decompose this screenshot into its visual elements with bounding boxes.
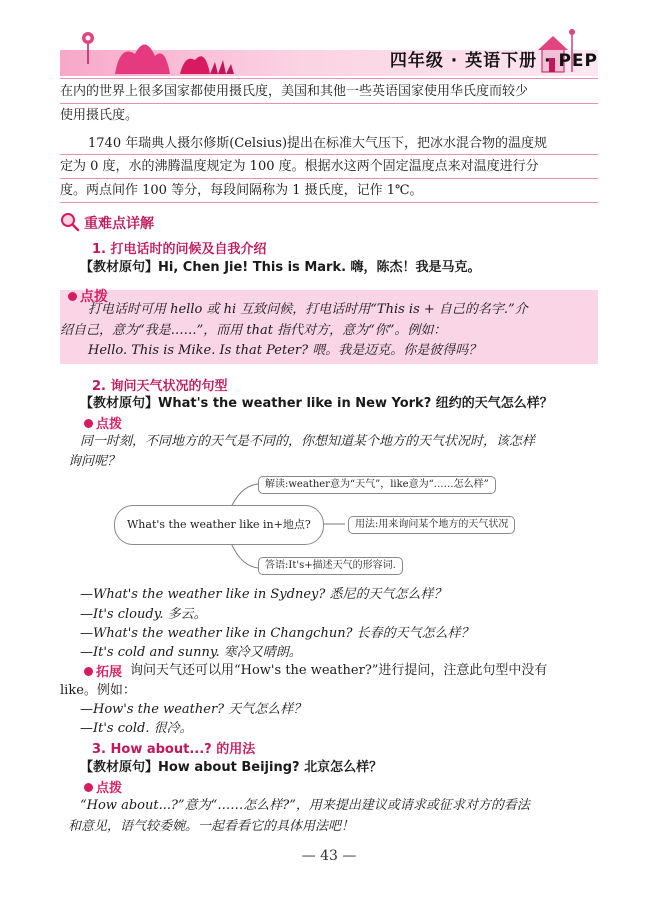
point2-tip-line2: 询问呢？ [68,454,121,469]
dialog-line-1: —What's the weather like in Sydney? 悉尼的天气怎么样？ [80,587,447,602]
line-rule [60,154,598,155]
book-title: 四年级 · 英语下册 · PEP [389,51,598,71]
dialog-line-3: —What's the weather like in Changchun? 长春的天气怎么样？ [80,626,474,641]
ext-label [84,661,122,680]
mindmap-branch-usage: 用法:用来询问某个地方的天气状况 [348,516,515,534]
line-rule [60,178,598,179]
point1-tip-line3: Hello. This is Mike. Is that Peter? 喂。我是迈克。你是彼得吗？ [88,343,482,358]
point1-source: 【教材原句】Hi, Chen Jie! This is Mark. 嗨，陈杰！我是马克。 [80,260,481,275]
page-number: — 43 — [301,848,357,864]
ext-dialog-1: —How's the weather? 天气怎么样？ [80,702,307,717]
ext-line1: 询问天气还可以用“How's the weather?”进行提问，注意此句型中没有 [130,663,548,678]
bullet-icon [84,419,93,428]
point2-heading: 2. 询问天气状况的句型 [92,379,228,394]
dialog-line-4: —It's cold and sunny. 寒冷又晴朗。 [80,645,302,660]
intro-p1-line2: 使用摄氏度。 [60,108,139,123]
point3-tip-label [84,777,122,796]
point1-tip-line1: 打电话时可用 hello 或 hi 互致问候，打电话时用“This is + 自己的名字.”介 [88,302,528,317]
mindmap-branch-answer: 答语:It's+描述天气的形容词. [258,557,403,575]
point3-tip-line2: 和意见，语气较委婉。一起看看它的具体用法吧！ [68,819,355,834]
tip-label-text: 点拨 [80,289,108,305]
point1-tip-line2: 绍自己，意为“我是……”，而用 that 指代对方，意为“你”。例如： [60,323,447,338]
point3-source: 【教材原句】How about Beijing? 北京怎么样？ [80,760,383,775]
tree-silhouette-icon [115,44,210,74]
mindmap-branch-meaning: 解读:weather意为“天气”，like意为“……怎么样” [258,476,496,494]
magnifier-icon [60,212,80,232]
header-rule [60,78,598,79]
ext-label-text: 拓展 [96,665,123,680]
tip-label-text: 点拨 [96,417,123,432]
point3-heading: 3. How about...? 的用法 [92,742,256,757]
intro-p1-line1: 在内的世界上很多国家都使用摄氏度，美国和其他一些英语国家使用华氏度而较少 [60,84,529,99]
tip-label-text: 点拨 [96,781,123,796]
line-rule [60,202,598,203]
ext-dialog-2: —It's cold. 很冷。 [80,721,193,736]
point2-tip-line1: 同一时刻，不同地方的天气是不同的，你想知道某个地方的天气状况时，该怎样 [80,434,536,449]
section-title: 重难点详解 [84,216,154,232]
point2-tip-label [84,413,122,432]
bullet-icon [84,783,93,792]
intro-p2-line3: 度。两点间作 100 等分，每段间隔称为 1 摄氏度，记作 1℃。 [60,183,423,198]
intro-p2-line1: 1740 年瑞典人摄尔修斯(Celsius)提出在标准大气压下，把冰水混合物的温度规 [88,136,548,151]
point3-tip-line1: “How about...?”意为“……怎么样?”，用来提出建议或请求或征求对方的看法 [80,798,530,813]
bullet-icon [84,667,93,676]
point1-heading: 1. 打电话时的问候及自我介绍 [92,242,267,257]
bullet-icon [68,292,77,301]
ext-line2: like。例如： [60,683,136,698]
dialog-line-2: —It's cloudy. 多云。 [80,607,207,622]
mindmap-center: What's the weather like in+地点? [114,505,324,545]
intro-p2-line2: 定为 0 度，水的沸腾温度规定为 100 度。根据水这两个固定温度点来对温度进行分 [60,159,539,174]
line-rule [60,103,598,104]
point2-source: 【教材原句】What's the weather like in New York? 纽约的天气怎么样？ [80,396,553,411]
